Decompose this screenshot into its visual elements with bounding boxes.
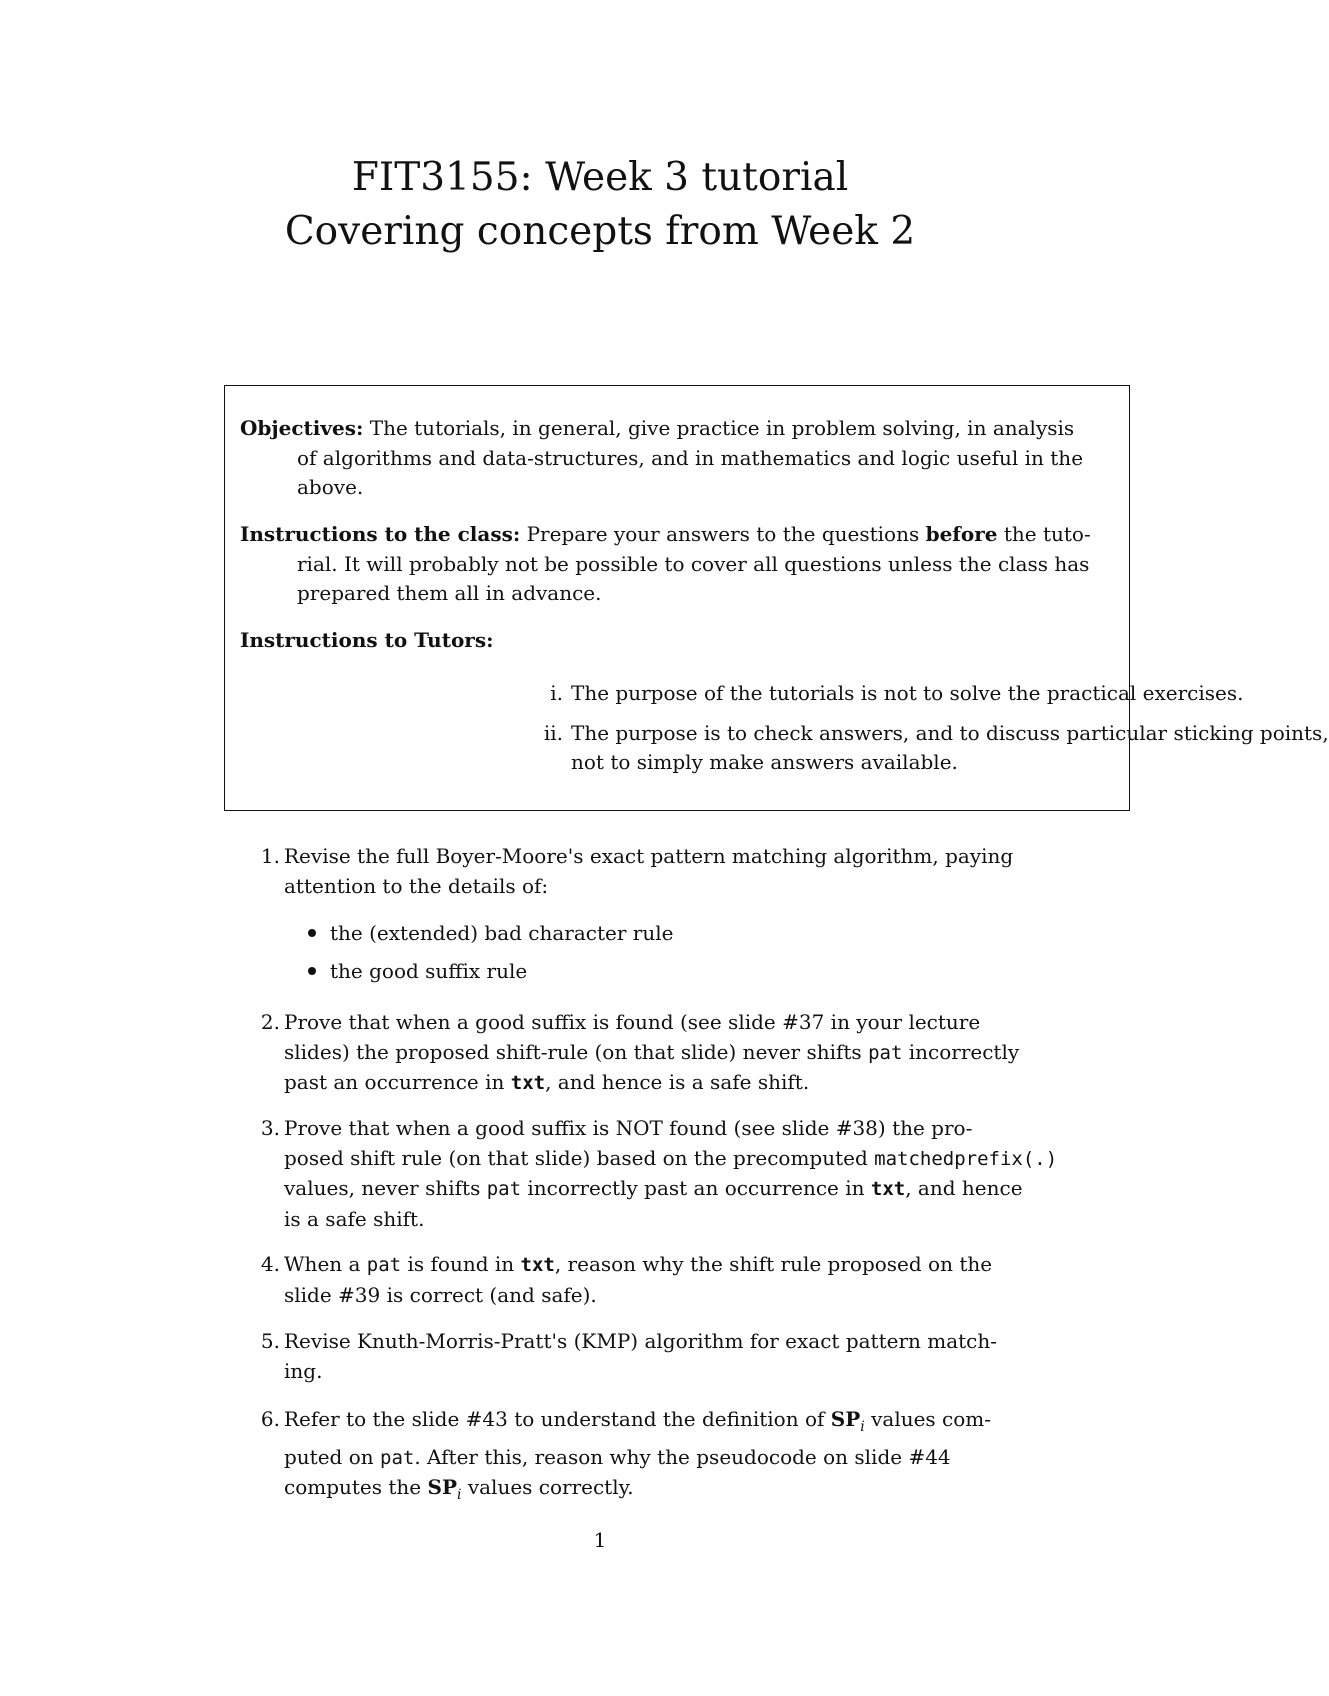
objectives-paragraph: Objectives: The tutorials, in general, give practice in problem solving, in analysis of algorithms and data-structures, and in mathematics and logic useful in the above. [240, 416, 1084, 499]
instructions-box: Objectives: The tutorials, in general, give practice in problem solving, in analysis of algorithms and data-structures, and in mathematics and logic useful in the above. Instructions to the class: Prepare your answers to the questions before the tuto- rial. It will probably not be possible to cover all questions unless the class has prepared them all in advance. Instructions to Tutors: i. The purpose of the tutorials is not to solve the practical exercises. ii. The purpose is to check answers, and to discuss particular sticking points, not to simply make answers available. [224, 385, 1130, 811]
question-3: 3. Prove that when a good suffix is NOT found (see slide #38) the pro- posed shift rule (on that slide) based on the precomputed matchedprefix(.) values, never shifts pat incorrectly past an occurrence in txt, and hence is a safe shift. [260, 1116, 1058, 1231]
tutor-instructions-label: Instructions to Tutors: [240, 628, 494, 652]
bullet-icon [308, 929, 316, 937]
page-number: 1 [593, 1528, 607, 1552]
question-6: 6. Refer to the slide #43 to understand the definition of $SP_i$ values com- puted on pat. After this, reason why the pseudocode on slide #44 computes the $SP_i$ values correctly. [260, 1407, 992, 1503]
objectives-label: Objectives: [240, 416, 364, 440]
question-4: 4. When a pat is found in txt, reason why the shift rule proposed on the slide #39 is correct (and safe). [260, 1252, 993, 1307]
bullet-icon [308, 967, 316, 975]
page-title: FIT3155: Week 3 tutorial [351, 155, 849, 200]
question-1: 1. Revise the full Boyer-Moore's exact pattern matching algorithm, paying attention to the details of: the (extended) bad character rule the good suffix rule [254, 842, 1014, 1002]
class-instructions-paragraph: Instructions to the class: Prepare your answers to the questions before the tuto- rial. It will probably not be possible to cover all questions unless the class has prepared them all in advance. [240, 522, 1091, 605]
tutor-instructions-paragraph [240, 626, 1115, 656]
class-instructions-label: Instructions to the class: [240, 522, 521, 546]
question-5: 5. Revise Knuth-Morris-Pratt's (KMP) algorithm for exact pattern match- ing. [260, 1329, 998, 1383]
list-item: the good suffix rule [308, 957, 527, 987]
list-item: the (extended) bad character rule [308, 919, 673, 949]
question-2: 2. Prove that when a good suffix is found (see slide #37 in your lecture slides) the proposed shift-rule (on that slide) never shifts pat incorrectly past an occurrence in txt, and hence is a safe shift. [260, 1010, 1020, 1094]
page-subtitle: Covering concepts from Week 2 [284, 209, 916, 254]
